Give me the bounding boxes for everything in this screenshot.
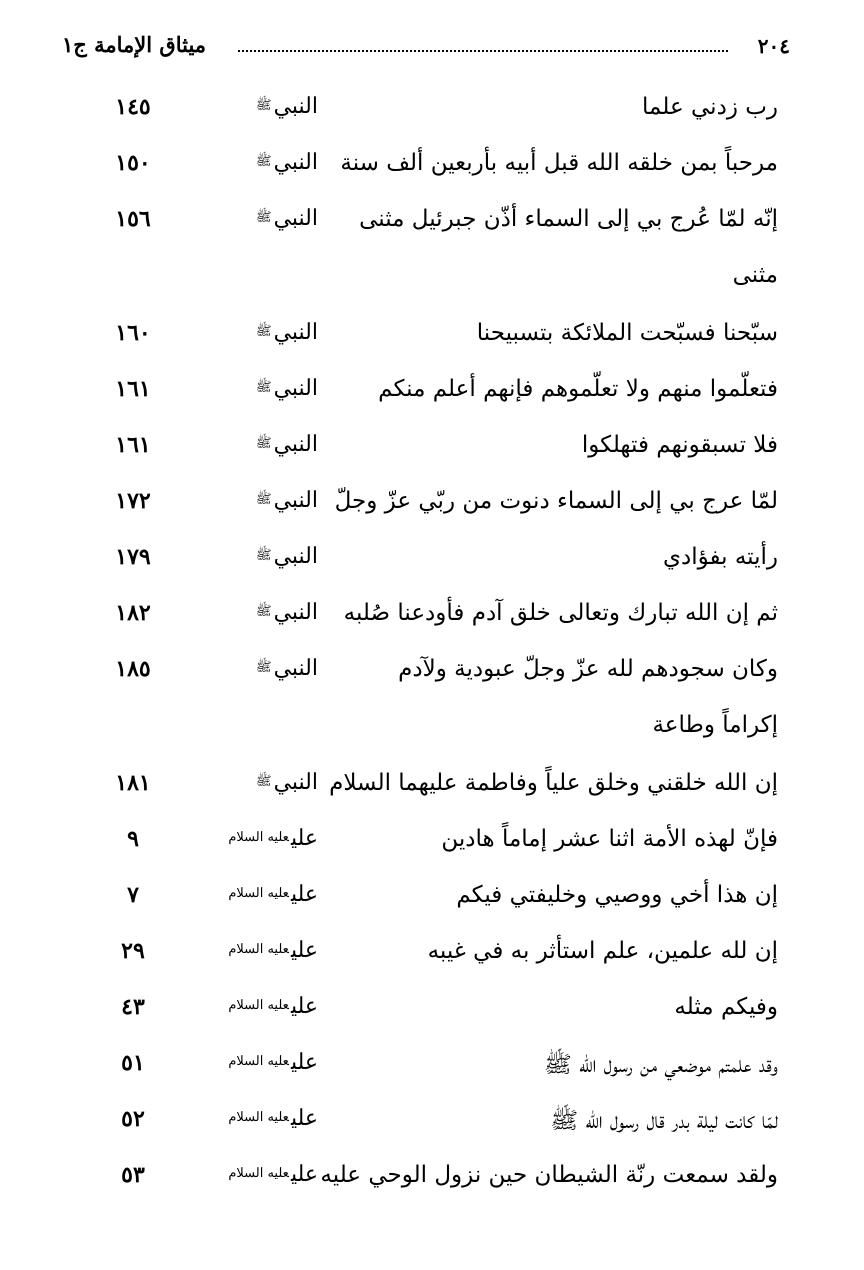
speaker-name: علي (290, 994, 318, 1019)
speaker-name: النبي (273, 432, 318, 457)
speaker (256, 544, 318, 569)
page-ref: ١٨١ (115, 770, 151, 796)
honorific: ﷺ (255, 548, 272, 563)
page-ref: ١٧٢ (115, 488, 151, 514)
speaker (256, 94, 318, 119)
page-ref: ٤٣ (121, 994, 145, 1020)
header-dotted-leader (238, 50, 728, 52)
hadith-text: إنّه لمّا عُرج بي إلى السماء أذّن جبرئيل مثنى (359, 206, 778, 232)
page-ref: ٧ (127, 882, 139, 908)
page-ref: ١٦١ (115, 376, 151, 402)
hadith-text: فإنّ لهذه الأمة اثنا عشر إماماً هادين (441, 826, 778, 852)
hadith-text: ثم إن الله تبارك وتعالى خلق آدم فأودعنا صُلبه (343, 600, 778, 626)
index-row (0, 534, 864, 590)
page-ref: ٥٢ (121, 1106, 145, 1132)
hadith-text: ولقد سمعت رنّة الشيطان حين نزول الوحي عليه (320, 1162, 778, 1188)
speaker (256, 206, 318, 231)
speaker-name: علي (290, 938, 318, 963)
page-ref: ٥٣ (121, 1162, 145, 1188)
honorific: ﷺ (255, 380, 272, 395)
speaker-name: النبي (273, 770, 318, 795)
index-row (0, 1040, 864, 1096)
speaker-name: النبي (273, 320, 318, 345)
index-row (0, 590, 864, 646)
hadith-text: لمّا عرج بي إلى السماء دنوت من ربّي عزّ وجلّ (334, 488, 778, 514)
index-row (0, 84, 864, 140)
hadith-text: مثنى (732, 262, 778, 288)
hadith-text: وفيكم مثله (674, 994, 778, 1020)
page-ref: ١٨٥ (115, 656, 151, 682)
speaker (256, 432, 318, 457)
speaker (228, 1050, 318, 1075)
hadith-text: فتعلّموا منهم ولا تعلّموهم فإنهم أعلم منكم (378, 376, 778, 402)
honorific: عليه السلام (228, 1110, 289, 1125)
speaker (256, 320, 318, 345)
honorific: ﷺ (255, 98, 272, 113)
index-row (0, 366, 864, 422)
hadith-text: لمّا كانت ليلة بدر قال رسول الله ﷺ (550, 1108, 778, 1134)
honorific: عليه السلام (228, 942, 289, 957)
speaker-name: علي (290, 1050, 318, 1075)
honorific: ﷺ (255, 492, 272, 507)
speaker-name: النبي (273, 488, 318, 513)
index-list (0, 84, 864, 1208)
speaker (228, 1106, 318, 1131)
speaker (228, 826, 318, 851)
hadith-text: وقد علمتم موضعي من رسول الله ﷺ (544, 1052, 778, 1078)
speaker (256, 770, 318, 795)
speaker (256, 150, 318, 175)
honorific: عليه السلام (228, 830, 289, 845)
speaker (256, 600, 318, 625)
honorific: عليه السلام (228, 1054, 289, 1069)
honorific: عليه السلام (228, 998, 289, 1013)
honorific: ﷺ (255, 210, 272, 225)
speaker (228, 994, 318, 1019)
hadith-text: سبّحنا فسبّحت الملائكة بتسبيحنا (476, 320, 778, 346)
speaker-name: النبي (273, 150, 318, 175)
speaker-name: النبي (273, 94, 318, 119)
page-ref: ١٥٦ (115, 206, 151, 232)
hadith-text: إن الله خلقني وخلق علياً وفاطمة عليهما السلام (329, 770, 778, 796)
index-row (0, 1096, 864, 1152)
honorific: ﷺ (255, 660, 272, 675)
page-ref: ١٨٢ (115, 600, 151, 626)
honorific: ﷺ (255, 154, 272, 169)
speaker (228, 938, 318, 963)
index-row-continuation (0, 252, 864, 310)
index-row (0, 760, 864, 816)
honorific: عليه السلام (228, 886, 289, 901)
honorific: عليه السلام (228, 1166, 289, 1181)
hadith-text: رأيته بفؤادي (662, 544, 778, 570)
speaker-name: النبي (273, 600, 318, 625)
page-ref: ٩ (127, 826, 139, 852)
honorific: ﷺ (255, 324, 272, 339)
page-header (62, 30, 790, 64)
speaker-name: علي (290, 882, 318, 907)
speaker (228, 1162, 318, 1187)
speaker-name: النبي (273, 544, 318, 569)
speaker-name: النبي (273, 656, 318, 681)
index-row (0, 1152, 864, 1208)
speaker-name: علي (290, 1162, 318, 1187)
running-title: ميثاق الإمامة ج١ (62, 32, 207, 57)
speaker (228, 882, 318, 907)
index-row (0, 816, 864, 872)
honorific: ﷺ (255, 436, 272, 451)
page-ref: ١٦٠ (115, 320, 151, 346)
index-row (0, 646, 864, 702)
hadith-text: فلا تسبقونهم فتهلكوا (581, 432, 778, 458)
speaker-name: النبي (273, 206, 318, 231)
index-row (0, 928, 864, 984)
honorific: ﷺ (255, 604, 272, 619)
page-ref: ١٧٩ (115, 544, 151, 570)
hadith-text: مرحباً بمن خلقه الله قبل أبيه بأربعين ألف سنة (340, 150, 778, 176)
hadith-text: إن لله علمين، علم استأثر به في غيبه (427, 938, 778, 964)
hadith-text: رب زدني علما (642, 94, 778, 120)
index-row (0, 310, 864, 366)
index-row-continuation (0, 702, 864, 760)
page-ref: ١٦١ (115, 432, 151, 458)
speaker-name: علي (290, 1106, 318, 1131)
hadith-text: إن هذا أخي ووصيي وخليفتي فيكم (456, 882, 778, 908)
honorific: ﷺ (255, 774, 272, 789)
index-row (0, 196, 864, 252)
hadith-text: وكان سجودهم لله عزّ وجلّ عبودية ولآدم (398, 656, 778, 682)
index-row (0, 140, 864, 196)
hadith-text: إكراماً وطاعة (652, 712, 778, 738)
index-row (0, 422, 864, 478)
page-ref: ١٤٥ (115, 94, 151, 120)
speaker-name: علي (290, 826, 318, 851)
page-ref: ٥١ (121, 1050, 145, 1076)
page-ref: ٢٩ (121, 938, 145, 964)
index-row (0, 984, 864, 1040)
index-row (0, 478, 864, 534)
index-row (0, 872, 864, 928)
speaker (256, 488, 318, 513)
speaker (256, 376, 318, 401)
page-ref: ١٥٠ (115, 150, 151, 176)
speaker-name: النبي (273, 376, 318, 401)
speaker (256, 656, 318, 681)
page-number: ٢٠٤ (757, 34, 790, 58)
